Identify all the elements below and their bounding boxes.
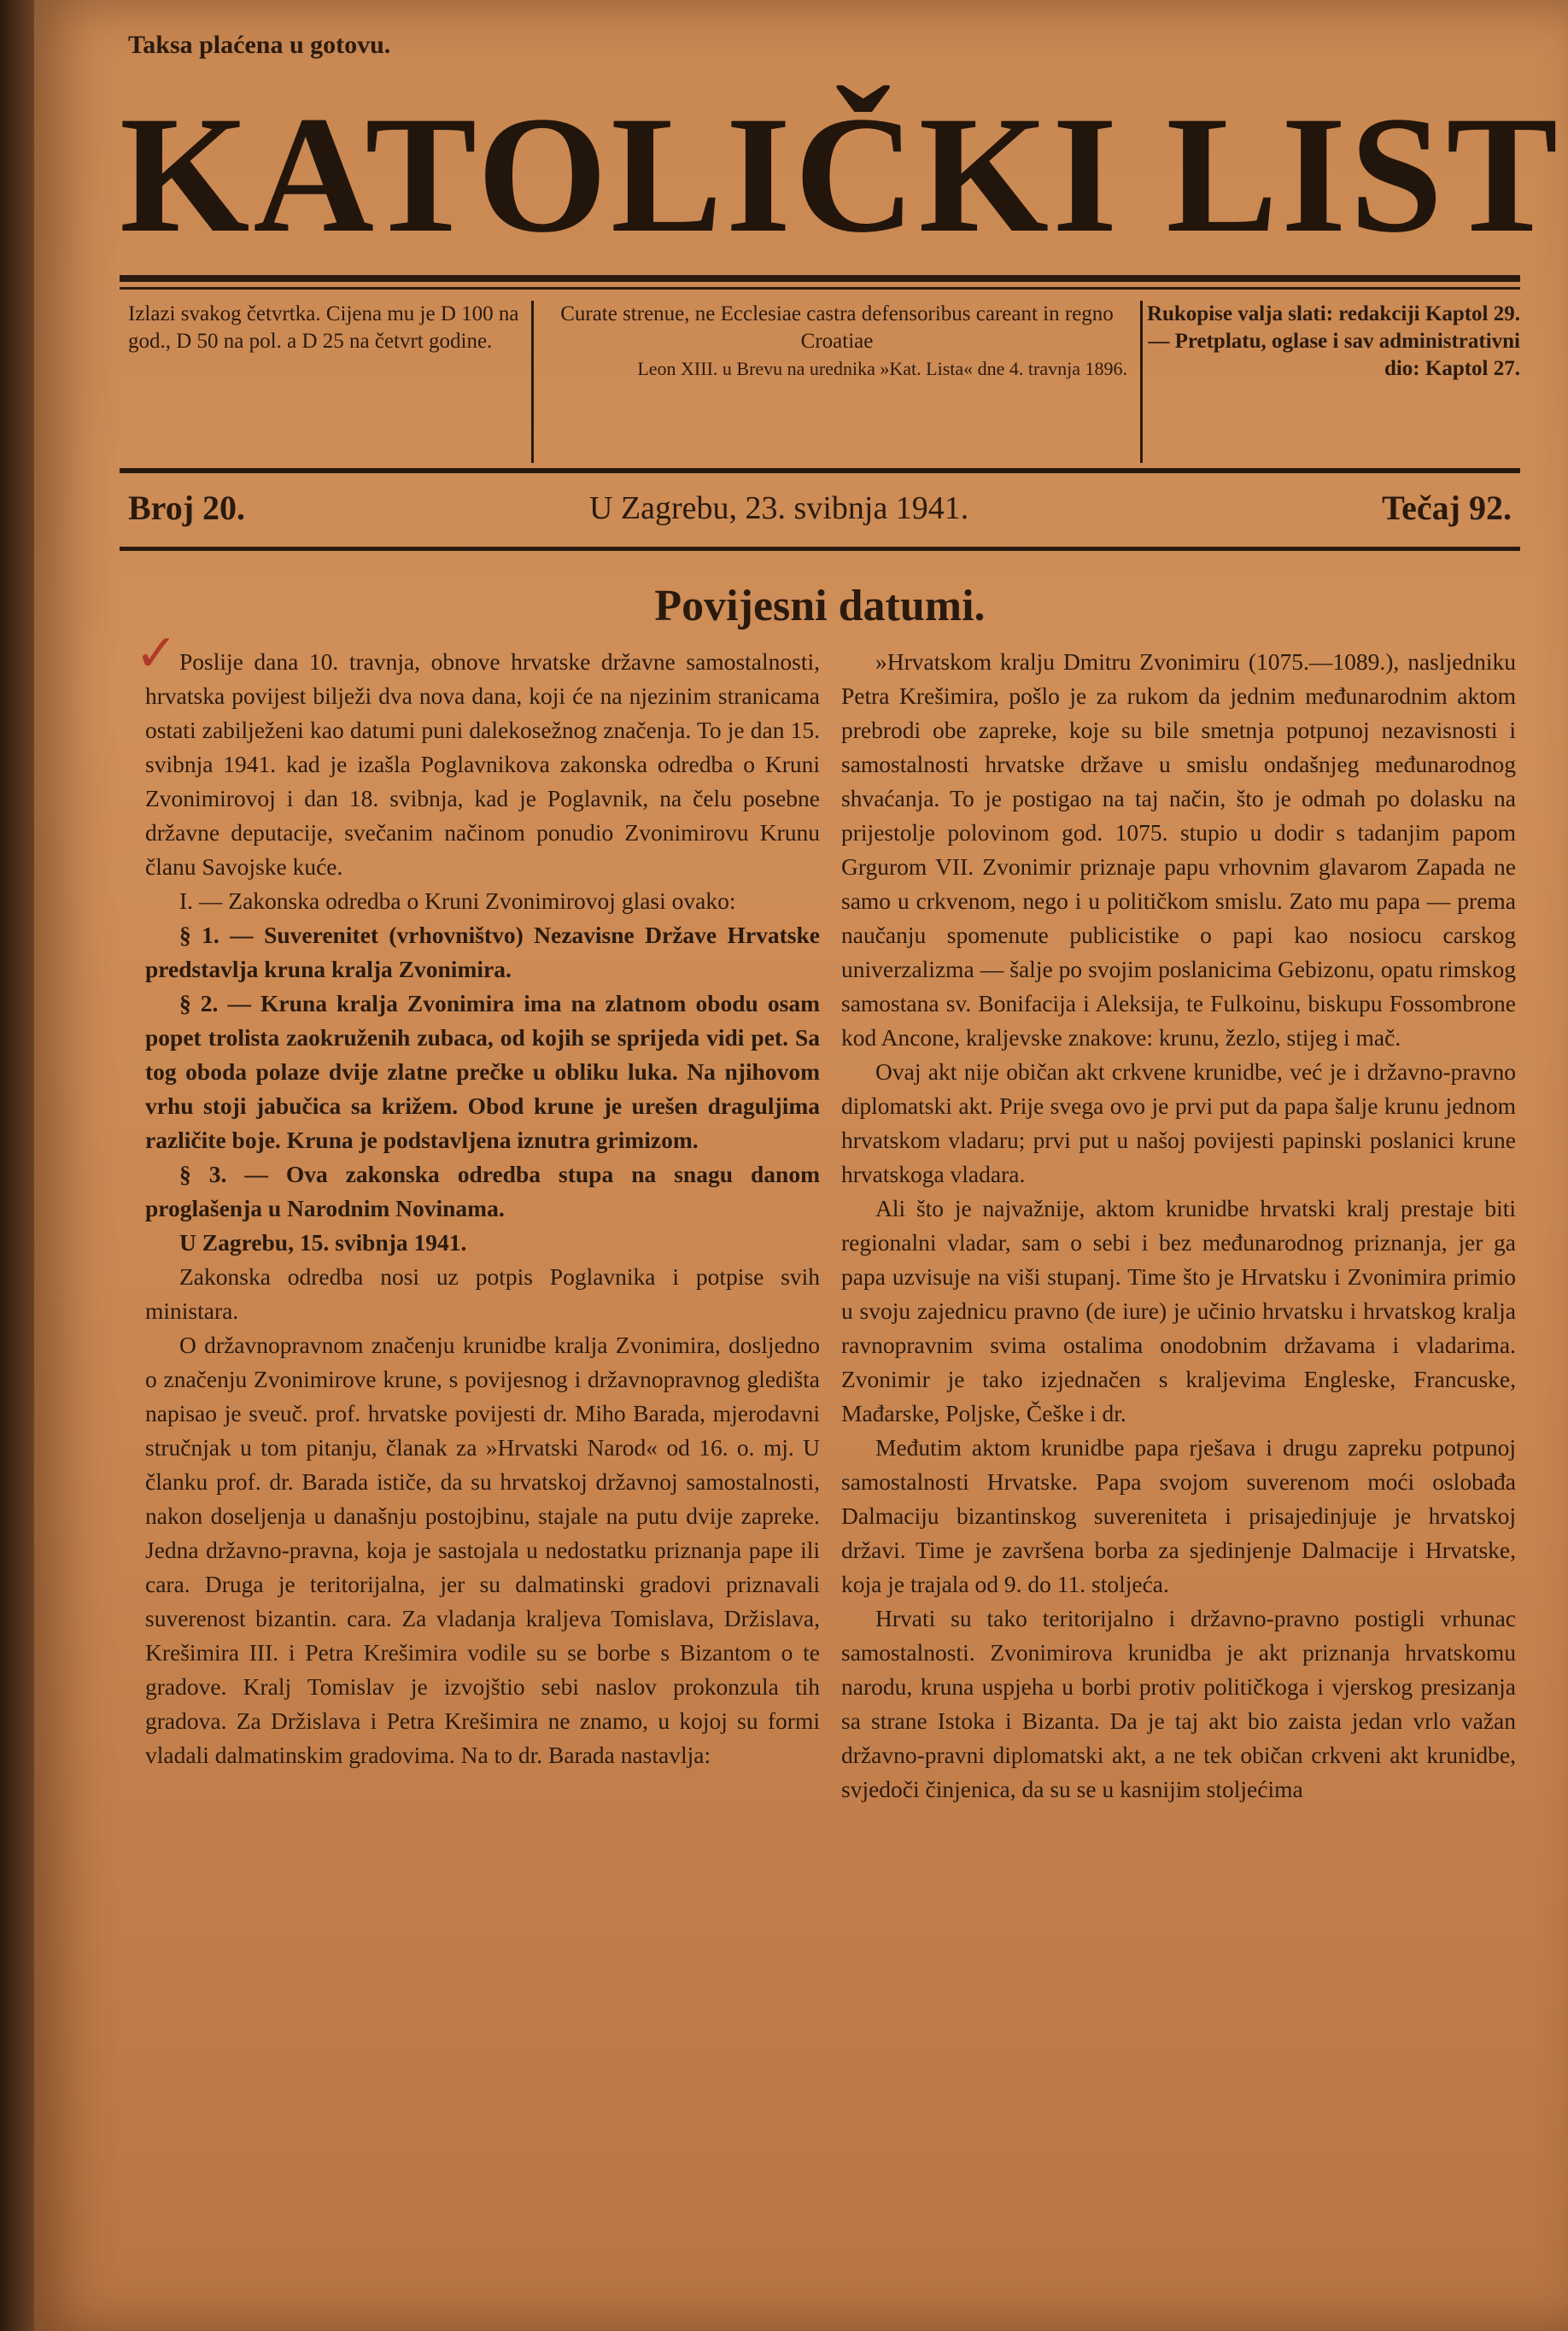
masthead-title: KATOLIČKI LIST	[120, 82, 1562, 267]
article-paragraph: »Hrvatskom kralju Dmitru Zvonimiru (1075.—1089.), nasljedniku Petra Krešimira, pošlo je za rukom da jednim međunarodnim aktom prebrodi obe zapreke, koje su bile smetnja potpunoj nezavisnosti i samostalnosti hrvatske države u smislu ondašnjeg međunarodnog shvaćanja. To je postigao na taj način, što je odmah po dolasku na prijestolje polovinom god. 1075. stupio u dodir s tadanjim papom Grgurom VII. Zvonimir priznaje papu vrhovnim glavarom Zapada ne samo u crkvenom, nego i u političkom smislu. Zato mu papa — prema naučanju spomenute publicistike o papi kao nosiocu carskog univerzalizma — šalje po svojim poslanicima Gebizonu, opatu rimskog samostana sv. Bonifacija i Aleksija, te Fulkoinu, biskupu Fossombrone kod Ancone, kraljevske znakove: krunu, žezlo, stijeg i mač.	[841, 648, 1516, 1051]
info-divider	[531, 301, 534, 463]
issue-rule-bottom	[120, 547, 1520, 551]
article-paragraph: U Zagrebu, 15. svibnja 1941.	[179, 1229, 467, 1256]
editorial-address: Rukopise valja slati: redakciji Kaptol 29. — Pretplatu, oglase i sav administrativni dio: Kaptol 27.	[1146, 302, 1520, 380]
motto-quote: Curate strenue, ne Ecclesiae castra defensoribus careant in regno Croatiae	[560, 302, 1114, 353]
article-column-left	[145, 645, 820, 1772]
article-paragraph: § 1. — Suverenitet (vrhovništvo) Nezavisne Države Hrvatske predstavlja kruna kralja Zvonimira.	[145, 922, 820, 982]
masthead-rule	[120, 275, 1520, 282]
article-paragraph: Međutim aktom krunidbe papa rješava i drugu zapreku potpunoj samostalnosti Hrvatske. Papa svojom suverenom moći oslobađa Dalmaciju bizantinskog suvereniteta i prisajedinjuje je hrvatskoj državi. Time je završena borba za sjedinjenje Dalmacije i Hrvatske, koja je trajala od 9. do 11. stoljeća.	[841, 1434, 1516, 1597]
issue-volume: Tečaj 92.	[1382, 489, 1512, 527]
article-paragraph: Zakonska odredba nosi uz potpis Poglavnika i potpise svih ministara.	[145, 1263, 820, 1324]
article-paragraph: § 2. — Kruna kralja Zvonimira ima na zlatnom obodu osam popet trolista zaokruženih zubaca, od kojih se sprijeda vidi pet. Sa tog oboda polaze dvije zlatne prečke u obliku luka. Na njihovom vrhu stoji jabučica sa križem. Obod krune je urešen draguljima različite boje. Kruna je podstavljena iznutra grimizom.	[145, 990, 820, 1153]
issue-rule-top	[120, 468, 1520, 473]
check-mark-icon: ✓	[135, 625, 178, 682]
article-title: Povijesni datumi.	[654, 582, 986, 630]
issue-number: Broj 20.	[128, 489, 246, 527]
info-divider	[1140, 301, 1143, 463]
article-paragraph: Poslije dana 10. travnja, obnove hrvatske državne samostalnosti, hrvatska povijest bilježi dva nova dana, koji će na njezinim stranicama ostati zabilježeni kao datumi puni dalekosežnog značenja. To je dan 15. svibnja 1941. kad je izašla Poglavnikova zakonska odredba o Kruni Zvonimirovoj i dan 18. svibnja, kad je Poglavnik, na čelu posebne državne deputacije, svečanim načinom ponudio Zvonimirovu Krunu članu Savojske kuće.	[145, 648, 820, 880]
issue-date: U Zagrebu, 23. svibnja 1941.	[589, 490, 969, 526]
issue-line	[128, 483, 1512, 534]
article-paragraph: O državnopravnom značenju krunidbe kralja Zvonimira, dosljedno o značenju Zvonimirove krune, s povijesnog i državnopravnog gledišta napisao je sveuč. prof. hrvatske povijesti dr. Miho Barada, mjerodavni stručnjak u tom pitanju, članak za »Hrvatski Narod« od 16. o. mj. U članku prof. dr. Barada ističe, da su hrvatskoj državnoj samostalnosti, nakon doseljenja u današnju postojbinu, stajale na putu dvije zapreke. Jedna državno-pravna, koja je sastojala u nedostatku priznanja pape ili cara. Druga je teritorijalna, jer su dalmatinski gradovi priznavali suverenost bizantin. cara. Za vladanja kraljeva Tomislava, Držislava, Krešimira III. i Petra Krešimira vodile su se borbe s Bizantom o te gradove. Kralj Tomislav je izvojštio sebi naslov prokonzula tih gradova. Za Držislava i Petra Krešimira ne znamo, u kojoj su formi vladali dalmatinskim gradovima. Na to dr. Barada nastavlja:	[145, 1332, 820, 1768]
article-paragraph: Ali što je najvažnije, aktom krunidbe hrvatski kralj prestaje biti regionalni vladar, sam o sebi i bez međunarodnog priznanja, jer ga papa uzvisuje na viši stupanj. Time što je Hrvatsku i Zvonimira primio u svoju zajednicu pravno (de iure) je učinio hrvatsku i hrvatskog kralja ravnopravnim svima ostalima onodobnim državama i vladarima. Zvonimir je tako izjednačen s kraljevima Engleske, Francuske, Mađarske, Poljske, Češke i dr.	[841, 1195, 1516, 1426]
motto-citation: Leon XIII. u Brevu na urednika »Kat. Lista« dne 4. travnja 1896.	[637, 358, 1127, 379]
article-paragraph: § 3. — Ova zakonska odredba stupa na snagu danom proglašenja u Narodnim Novinama.	[145, 1161, 820, 1221]
article-paragraph: Ovaj akt nije običan akt crkvene krunidbe, već je i državno-pravno diplomatski akt. Prije svega ovo je prvi put da papa šalje krunu jednom hrvatskom vladaru; prvi put u našoj povijesti papinski poslanici krune hrvatskoga vladara.	[841, 1058, 1516, 1187]
article-column-right	[841, 645, 1516, 1807]
article-paragraph: I. — Zakonska odredba o Kruni Zvonimirovoj glasi ovako:	[179, 887, 736, 914]
subscription-info: Izlazi svakog četvrtka. Cijena mu je D 100 na god., D 50 na pol. a D 25 na četvrt godine.	[128, 302, 519, 353]
page-edge	[0, 0, 34, 2331]
masthead-rule-thin	[120, 287, 1520, 290]
tax-note: Taksa plaćena u gotovu.	[128, 31, 391, 59]
motto-box	[547, 301, 1127, 454]
article-paragraph: Hrvati su tako teritorijalno i državno-pravno postigli vrhunac samostalnosti. Zvonimirova krunidba je akt priznanja hrvatskomu narodu, kruna uspjeha u borbi protiv političkoga i vjerskog presizanja sa strane Istoka i Bizanta. Da je taj akt bio zaista jedan vrlo važan državno-pravni diplomatski akt, a ne tek običan crkveni akt krunidbe, svjedoči činjenica, da su se u kasnijim stoljećima	[841, 1605, 1516, 1802]
